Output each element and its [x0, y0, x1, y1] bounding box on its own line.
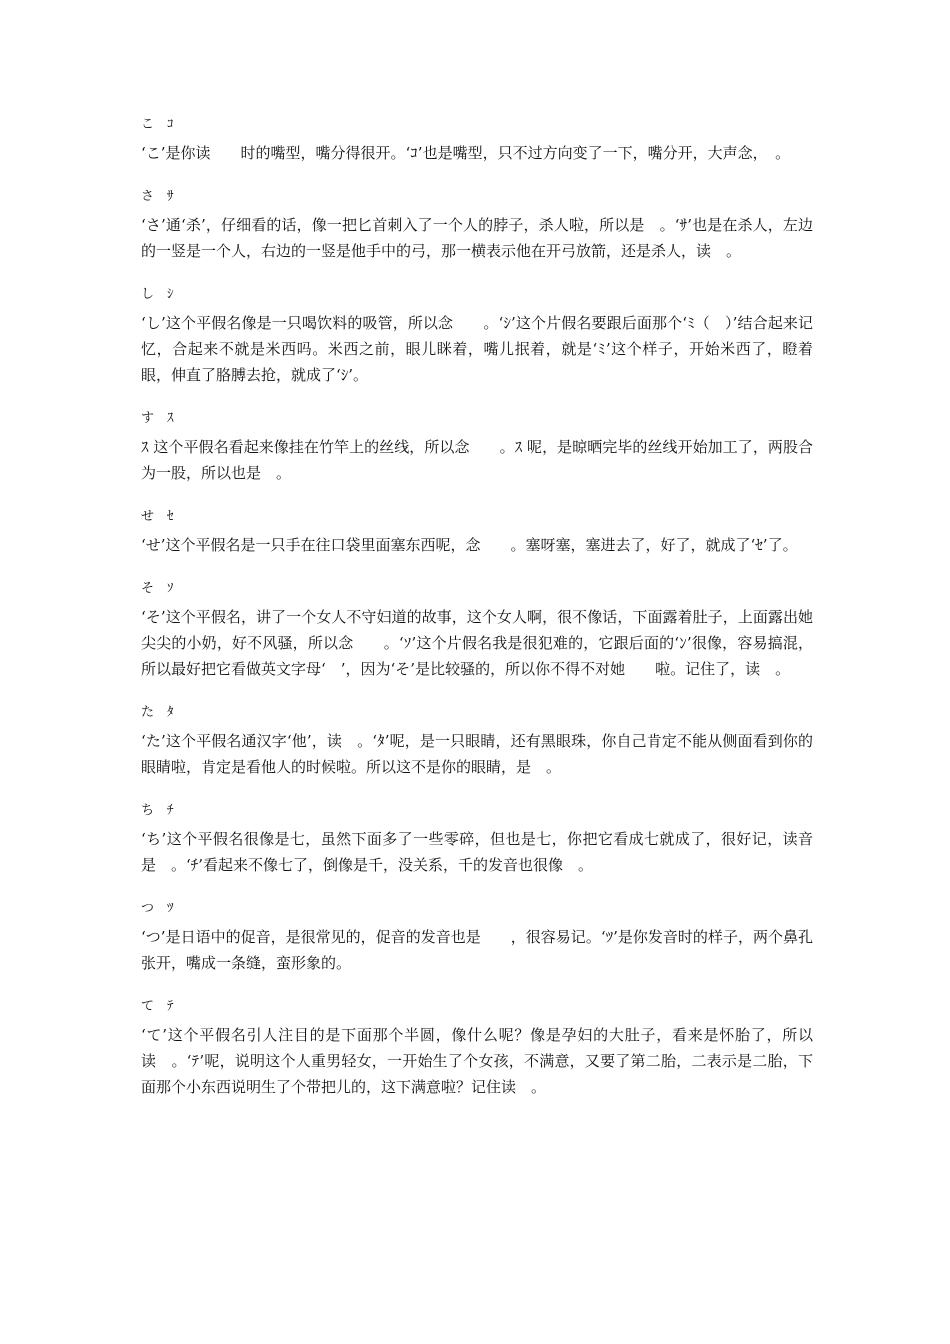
kana-description: ‘つ’是日语中的促音，是很常见的，促音的发音也是 ，很容易记。‘ﾂ’是你发音时的样子，两个鼻孔张开，嘴成一条缝，蛮形象的。 — [141, 928, 813, 972]
kana-description: ‘ち’这个平假名很像是七，虽然下面多了一些零碎，但也是七，你把它看成七就成了，很好记，读音是 。‘ﾁ’看起来不像七了，倒像是千，没关系，千的发音也很像 。 — [141, 830, 813, 874]
kana-entry-ta — [141, 704, 813, 780]
kana-description: ‘た’这个平假名通汉字‘他’，读 。‘ﾀ’呢，是一只眼睛，还有黑眼珠，你自己肯定不能从侧面看到你的眼睛啦，肯定是看他人的时候啦。所以这不是你的眼睛，是 。 — [141, 732, 813, 776]
kana-heading: ち ﾁ — [141, 803, 174, 818]
kana-description: ‘て’这个平假名引人注目的是下面那个半圆，像什么呢？像是孕妇的大肚子，看来是怀胎了，所以读 。‘ﾃ’呢，说明这个人重男轻女，一开始生了个女孩，不满意，又要了第二胎，二表示是二胎，下面那个小东西说明生了个带把儿的，这下满意啦？记住读 。 — [141, 1026, 813, 1096]
kana-heading: し ｼ — [141, 287, 174, 302]
kana-entry-te — [141, 998, 813, 1100]
kana-entry-shi — [141, 286, 813, 388]
kana-heading: こ ｺ — [141, 117, 174, 132]
kana-description: ‘さ’通‘杀’，仔细看的话，像一把匕首刺入了一个人的脖子，杀人啦，所以是 。‘ｻ’也是在杀人，左边的一竖是一个人，右边的一竖是他手中的弓，那一横表示他在开弓放箭，还是杀人，读 。 — [141, 216, 813, 260]
kana-heading: そ ｿ — [141, 581, 174, 596]
kana-description: ‘こ’是你读 时的嘴型，嘴分得很开。‘ｺ’也是嘴型，只不过方向变了一下，嘴分开，大声念， 。 — [141, 144, 791, 162]
kana-description: ‘せ’这个平假名是一只手在往口袋里面塞东西呢，念 。塞呀塞，塞进去了，好了，就成了‘ｾ’了。 — [141, 536, 798, 554]
kana-heading: つ ﾂ — [141, 901, 174, 916]
kana-heading: た ﾀ — [141, 705, 174, 720]
kana-entry-sa — [141, 188, 813, 264]
document-page — [141, 116, 813, 1100]
kana-heading: せ ｾ — [141, 509, 174, 524]
kana-description: ｽ 这个平假名看起来像挂在竹竿上的丝线，所以念 。ｽ 呢，是晾晒完毕的丝线开始加工了，两股合为一股，所以也是 。 — [141, 438, 813, 482]
kana-heading: す ｽ — [141, 411, 174, 426]
kana-entry-so — [141, 580, 813, 682]
kana-description: ‘し’这个平假名像是一只喝饮料的吸管，所以念 。‘ｼ’这个片假名要跟后面那个‘ﾐ（ ）’结合起来记忆，合起来不就是米西吗。米西之前，眼儿眯着，嘴儿抿着，就是‘ﾐ’这个样子，开始米西了，瞪着眼，伸直了胳膊去抢，就成了‘ｼ’。 — [141, 314, 813, 384]
kana-heading: て ﾃ — [141, 999, 174, 1014]
kana-entry-se — [141, 508, 813, 558]
kana-description: ‘そ’这个平假名，讲了一个女人不守妇道的故事，这个女人啊，很不像话，下面露着肚子，上面露出她尖尖的小奶，好不风骚，所以念 。‘ｿ’这个片假名我是很犯难的，它跟后面的‘ﾝ’很像，容易搞混，所以最好把它看做英文字母‘ ’，因为‘そ’是比较骚的，所以你不得不对她 啦。记住了，读 。 — [141, 608, 813, 678]
kana-heading: さ ｻ — [141, 189, 174, 204]
kana-entry-chi — [141, 802, 813, 878]
kana-entry-su — [141, 410, 813, 486]
kana-entry-ko — [141, 116, 813, 166]
kana-entry-tsu — [141, 900, 813, 976]
